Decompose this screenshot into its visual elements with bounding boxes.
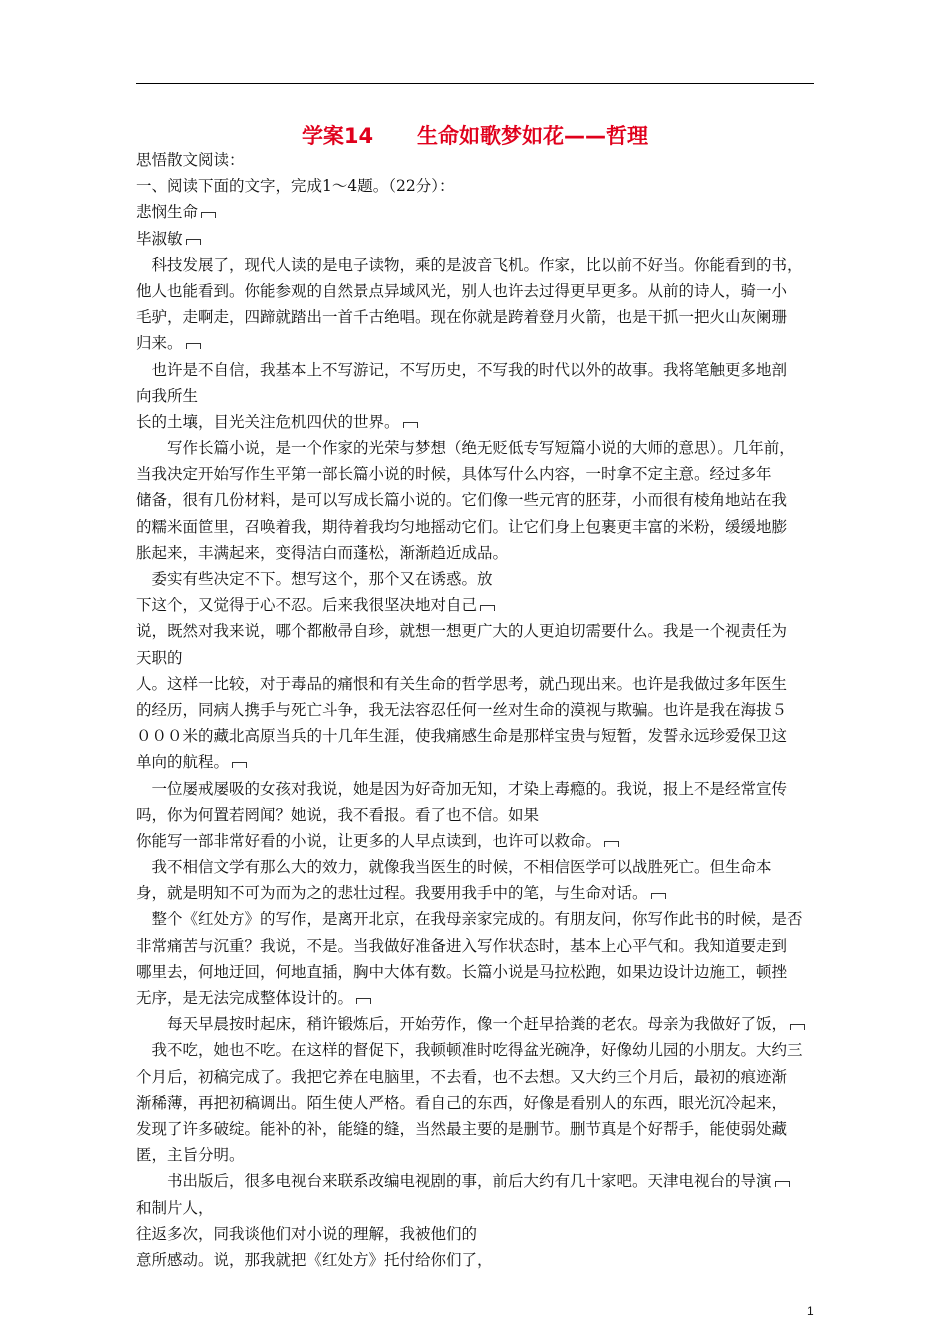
line-text: 书出版后，很多电视台来联系改编电视剧的事，前后大约有几十家吧。天津电视台的导演 — [136, 1172, 772, 1191]
text-line — [136, 1142, 826, 1168]
line-text: 悲悯生命 — [136, 203, 199, 222]
paragraph-return-icon — [604, 841, 619, 847]
text-line — [136, 645, 826, 671]
text-line — [136, 1011, 826, 1037]
text-line — [136, 671, 826, 697]
text-line — [136, 1168, 826, 1194]
text-line — [136, 147, 826, 173]
text-line — [136, 985, 826, 1011]
text-line — [136, 959, 826, 985]
line-text: 身，就是明知不可为而为之的悲壮过程。我要用我手中的笔，与生命对话。 — [136, 884, 648, 903]
text-line — [136, 880, 826, 906]
line-text: 胀起来，丰满起来，变得洁白而蓬松，渐渐趋近成品。 — [136, 543, 509, 562]
paragraph-return-icon — [232, 762, 247, 768]
text-line — [136, 592, 826, 618]
line-text: 储备，很有几份材料，是可以写成长篇小说的。它们像一些元宵的胚芽，小而很有棱角地站在我 — [136, 491, 788, 510]
text-line — [136, 173, 826, 199]
line-text: 归来。 — [136, 334, 183, 353]
text-line — [136, 330, 826, 356]
line-text: 一位屡戒屡吸的女孩对我说，她是因为好奇加无知，才染上毒瘾的。我说，报上不是经常宣传 — [136, 779, 788, 798]
line-text: 思悟散文阅读： — [136, 151, 245, 169]
line-text: 发现了许多破绽。能补的补，能缝的缝，当然最主要的是删节。删节真是个好帮手，能使弱处藏 — [136, 1119, 788, 1138]
text-line — [136, 933, 826, 959]
text-line — [136, 199, 826, 225]
text-line — [136, 226, 826, 252]
text-line — [136, 1064, 826, 1090]
text-line — [136, 252, 826, 278]
document-body — [136, 147, 826, 1273]
text-line — [136, 723, 826, 749]
line-text: 的经历，同病人携手与死亡斗争，我无法容忍任何一丝对生命的漠视与欺骗。也许是我在海拔５ — [136, 700, 788, 719]
title-label: 学案14 — [301, 124, 374, 148]
title-gap — [373, 124, 417, 148]
line-text: 哪里去，何地迂回，何地直插，胸中大体有数。长篇小说是马拉松跑，如果边设计边施工，顿挫 — [136, 962, 788, 981]
text-line — [136, 566, 826, 592]
line-text: 你能写一部非常好看的小说，让更多的人早点读到，也许可以救命。 — [136, 831, 602, 850]
line-text: 向我所生 — [136, 386, 199, 405]
text-line — [136, 514, 826, 540]
text-line — [136, 1037, 826, 1063]
text-line — [136, 409, 826, 435]
line-text: 我不吃，她也不吃。在这样的督促下，我顿顿准时吃得盆光碗净，好像幼儿园的小朋友。大约三 — [136, 1041, 803, 1060]
paragraph-return-icon — [651, 893, 666, 899]
document-title — [0, 122, 950, 150]
text-line — [136, 487, 826, 513]
line-text: 无序，是无法完成整体设计的。 — [136, 989, 354, 1007]
text-line — [136, 828, 826, 854]
text-line — [136, 776, 826, 802]
text-line — [136, 383, 826, 409]
text-line — [136, 854, 826, 880]
line-text: 和制片人， — [136, 1198, 214, 1217]
page-number: 1 — [807, 1304, 814, 1318]
paragraph-return-icon — [186, 239, 201, 245]
line-text: 写作长篇小说，是一个作家的光荣与梦想（绝无贬低专写短篇小说的大师的意思）。几年前， — [136, 439, 795, 458]
line-text: 科技发展了，现代人读的是电子读物，乘的是波音飞机。作家，比以前不好当。你能看到的书， — [136, 255, 803, 274]
text-line — [136, 1247, 826, 1273]
line-text: 渐稀薄，再把初稿调出。陌生使人严格。看自己的东西，好像是看别人的东西，眼光沉冷起来， — [136, 1093, 788, 1112]
text-line — [136, 1195, 826, 1221]
line-text: 单向的航程。 — [136, 753, 230, 772]
line-text: ０００米的藏北高原当兵的十几年生涯，使我痛感生命是那样宝贵与短暂，发誓永远珍爱保卫这 — [136, 727, 788, 746]
line-text: 委实有些决定不下。想写这个，那个又在诱惑。放 — [136, 570, 493, 588]
text-line — [136, 278, 826, 304]
header-rule — [136, 83, 814, 84]
line-text: 个月后，初稿完成了。我把它养在电脑里，不去看，也不去想。又大约三个月后，最初的痕迹渐 — [136, 1067, 788, 1086]
text-line — [136, 906, 826, 932]
text-line — [136, 802, 826, 828]
text-line — [136, 540, 826, 566]
text-line — [136, 435, 826, 461]
text-line — [136, 1116, 826, 1142]
text-line — [136, 1221, 826, 1247]
paragraph-return-icon — [356, 998, 371, 1004]
text-line — [136, 697, 826, 723]
line-text: 毛驴，走啊走，四蹄就踏出一首千古绝唱。现在你就是跨着登月火箭，也是干抓一把火山灰阑珊 — [136, 308, 788, 327]
line-text: 天职的 — [136, 648, 183, 667]
paragraph-return-icon — [403, 422, 418, 428]
line-text: 长的土壤，目光关注危机四伏的世界。 — [136, 412, 400, 431]
text-line — [136, 357, 826, 383]
text-line — [136, 618, 826, 644]
text-line — [136, 304, 826, 330]
line-text: 整个《红处方》的写作，是离开北京，在我母亲家完成的。有朋友问，你写作此书的时候，是否 — [136, 910, 803, 929]
line-text: 匿，主旨分明。 — [136, 1146, 245, 1165]
line-text: 也许是不自信，我基本上不写游记，不写历史，不写我的时代以外的故事。我将笔触更多地剖 — [136, 360, 788, 379]
line-text: 吗，你为何置若罔闻？她说，我不看报。看了也不信。如果 — [136, 805, 540, 824]
text-line — [136, 749, 826, 775]
paragraph-return-icon — [186, 343, 201, 349]
paragraph-return-icon — [775, 1181, 790, 1187]
paragraph-return-icon — [790, 1024, 805, 1030]
line-text: 的糯米面笸里，召唤着我，期待着我均匀地摇动它们。让它们身上包裹更丰富的米粉，缓缓地膨 — [136, 517, 788, 536]
text-line — [136, 1090, 826, 1116]
line-text: 人。这样一比较，对于毒品的痛恨和有关生命的哲学思考，就凸现出来。也许是我做过多年医生 — [136, 674, 788, 693]
line-text: 非常痛苦与沉重？我说，不是。当我做好准备进入写作状态时，基本上心平气和。我知道要走到 — [136, 936, 788, 955]
line-text: 意所感动。说，那我就把《红处方》托付给你们了， — [136, 1250, 493, 1269]
title-text: 生命如歌梦如花——哲理 — [417, 124, 649, 148]
paragraph-return-icon — [480, 605, 495, 611]
line-text: 他人也能看到。你能参观的自然景点异域风光，别人也许去过得更早更多。从前的诗人，骑一小 — [136, 281, 788, 300]
line-text: 下这个，又觉得于心不忍。后来我很坚决地对自己 — [136, 596, 478, 615]
line-text: 说，既然对我来说，哪个都敝帚自珍，就想一想更广大的人更迫切需要什么。我是一个视责任为 — [136, 622, 788, 641]
line-text: 往返多次，同我谈他们对小说的理解，我被他们的 — [136, 1224, 478, 1243]
text-line — [136, 461, 826, 487]
line-text: 一、阅读下面的文字，完成1～4题。（22分）： — [136, 177, 455, 196]
line-text: 当我决定开始写作生平第一部长篇小说的时候，具体写什么内容，一时拿不定主意。经过多年 — [136, 465, 772, 484]
line-text: 毕淑敏 — [136, 229, 183, 248]
line-text: 我不相信文学有那么大的效力，就像我当医生的时候，不相信医学可以战胜死亡。但生命本 — [136, 858, 772, 877]
line-text: 每天早晨按时起床，稍许锻炼后，开始劳作，像一个赶早拾粪的老农。母亲为我做好了饭， — [136, 1015, 788, 1034]
paragraph-return-icon — [201, 212, 216, 218]
